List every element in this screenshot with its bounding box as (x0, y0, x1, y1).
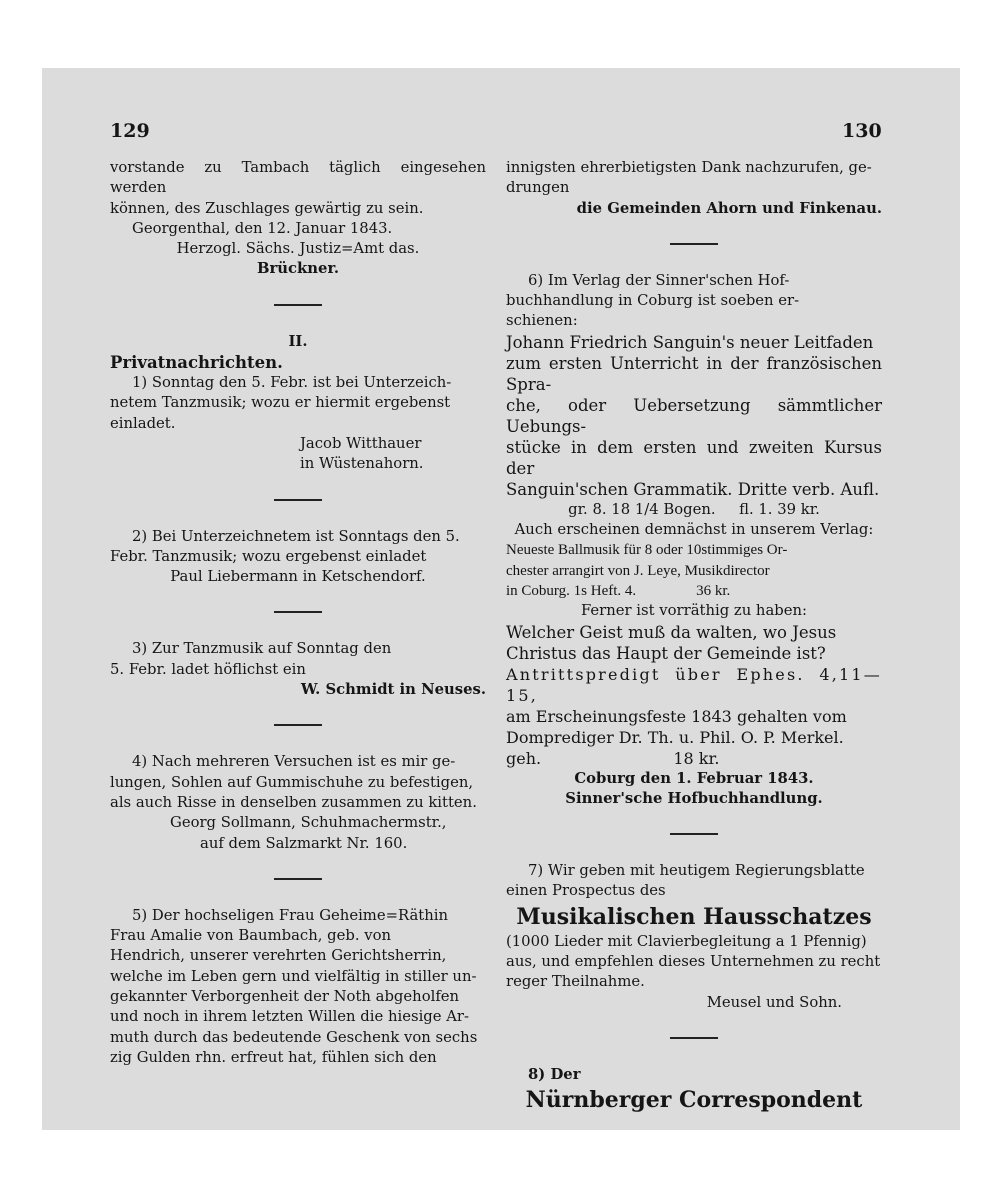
continued-thanks: innigsten ehrerbietigsten Dank nachzurufen, ge- drungen (506, 159, 872, 197)
publisher-name: Sinner'sche Hofbuchhandlung. (565, 789, 823, 807)
ad-item-3-signature: W. Schmidt in Neuses. (300, 681, 486, 699)
ad-item-4-signature: Georg Sollmann, Schuhmachermstr., auf dem Salzmarkt Nr. 160. (170, 814, 447, 852)
in-stock-heading: Ferner ist vorräthig zu haben: (580, 602, 808, 620)
ad-item-2-signature: Paul Liebermann in Ketschendorf. (170, 568, 426, 586)
ad-item-6: 6) Im Verlag der Sinner'schen Hof- buchhandlung in Coburg ist soeben er- schienen: (506, 271, 800, 330)
item-divider (274, 611, 322, 613)
page-number-left: 129 (110, 120, 150, 142)
ad-item-3: 3) Zur Tanzmusik auf Sonntag den 5. Febr. ladet höflichst ein (110, 640, 392, 678)
book-title-sanguin: Johann Friedrich Sanguin's neuer Leitfaden zum ersten Unterricht in der französischen Spra- che, oder Uebersetzung sämmtlicher Uebungs- stücke in dem ersten und zweiten Kursus der Sanguin'schen Grammatik. Dritte verb. Aufl. (506, 332, 882, 499)
notice-date: Georgenthal, den 12. Januar 1843. (132, 219, 393, 237)
forthcoming-heading: Auch erscheinen demnächst in unserem Verlag: (514, 521, 874, 539)
thanks-signature: die Gemeinden Ahorn und Finkenau. (576, 199, 882, 217)
ad-item-5: 5) Der hochseligen Frau Geheime=Räthin Frau Amalie von Baumbach, geb. von Hendrich, unserer verehrten Gerichtsherrin, welche im Leben gern und vielfältig in stiller un- gekannter Verborgenheit der Noth abgeholfen und noch in ihrem letzten Willen die hiesige Ar- muth durch das bedeutende Geschenk von sechs zig Gulden rhn. erfreut hat, fühlen sich den (110, 906, 478, 1066)
ad-item-8: 8) Der (528, 1065, 581, 1083)
publisher-place-date: Coburg den 1. Februar 1843. (574, 769, 814, 787)
continued-notice: vorstande zu Tambach täglich eingesehen werden können, des Zuschlages gewärtig zu sein. (110, 159, 486, 217)
section-number: II. (288, 332, 308, 350)
ad-item-7-signature: Meusel und Sohn. (706, 993, 842, 1011)
item-divider (274, 499, 322, 501)
page-number-right: 130 (842, 120, 882, 142)
sermon-details: Antrittspredigt über Ephes. 4,11—15, am Erscheinungsfeste 1843 gehalten vom Domprediger Dr. Th. u. Phil. O. P. Merkel. geh. 18 kr. (506, 664, 882, 768)
item-divider (274, 878, 322, 880)
notice-office: Herzogl. Sächs. Justiz=Amt das. (176, 240, 420, 258)
item-divider (670, 1037, 718, 1039)
ad-item-2: 2) Bei Unterzeichnetem ist Sonntags den 5. Febr. Tanzmusik; wozu ergebenst einladet (110, 527, 460, 565)
correspondent-title: Nürnberger Correspondent (525, 1087, 863, 1114)
ad-item-7: 7) Wir geben mit heutigem Regierungsblatte einen Prospectus des (506, 862, 865, 900)
item-divider (670, 243, 718, 245)
ad-item-1: 1) Sonntag den 5. Febr. ist bei Unterzeich- netem Tanzmusik; wozu er hiermit ergebenst einladet. (110, 374, 452, 432)
section-title: Privatnachrichten. (110, 353, 283, 373)
item-divider (274, 724, 322, 726)
sermon-title: Welcher Geist muß da walten, wo Jesus Christus das Haupt der Gemeinde ist? (506, 622, 837, 663)
ad-item-4: 4) Nach mehreren Versuchen ist es mir ge- lungen, Sohlen auf Gummischuhe zu befestigen, als auch Risse in denselben zusammen zu kitten. (110, 753, 477, 811)
notice-signer: Brückner. (256, 260, 340, 278)
hausschatz-title: Musikalischen Hausschatzes (516, 903, 872, 930)
section-divider (274, 304, 322, 306)
item-divider (670, 833, 718, 835)
ad-item-7-body: (1000 Lieder mit Clavierbegleitung a 1 Pfennig) aus, und empfehlen dieses Unternehmen zu recht reger Theilnahme. (506, 932, 881, 991)
ad-item-1-signature: Jacob Witthauer in Wüstenahorn. (300, 434, 424, 473)
ballmusik-listing: Neueste Ballmusik für 8 oder 10stimmiges Or- chester arrangirt von J. Leye, Musikdirector in Coburg. 1s Heft. 4. 36 kr. (506, 542, 788, 599)
left-column (110, 158, 486, 1068)
right-column (506, 158, 882, 1115)
book-price-sanguin: gr. 8. 18 1/4 Bogen. fl. 1. 39 kr. (568, 500, 820, 518)
